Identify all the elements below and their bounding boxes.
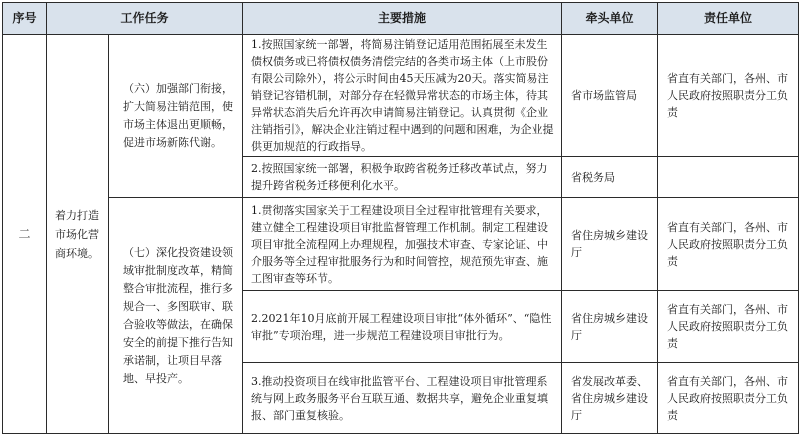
responsible-unit-6-2 bbox=[658, 157, 799, 198]
responsible-unit-7-1: 省直有关部门，各州、市人民政府按照职责分工负责 bbox=[658, 198, 799, 291]
measure-6-1: 1.按照国家统一部署，将简易注销登记适用范围拓展至未发生债权债务或已将债权债务清偿完结的各类市场主体（上市股份有限公司除外），将公示时间由45天压减为20天。落实简易注销登记容错机制，对部分存在轻微异常状态的市场主体，待其异常状态消失后允许再次申请简易注销登记。认真贯彻《企业注销指引》，解决企业注销过程中遇到的问题和困难，为企业提供更加规范的行政指导。 bbox=[243, 35, 562, 157]
table-row bbox=[3, 198, 799, 291]
responsible-unit-7-3: 省直有关部门，各州、市人民政府按照职责分工负责 bbox=[658, 363, 799, 434]
measure-7-2: 2.2021年10月底前开展工程建设项目审批“体外循环”、“隐性审批”专项治理，进一步规范工程建设项目审批行为。 bbox=[243, 291, 562, 363]
lead-unit-7-3: 省发展改革委、省住房城乡建设厅 bbox=[562, 363, 658, 434]
measure-6-2: 2.按照国家统一部署，积极争取跨省税务迁移改革试点，努力提升跨省税务迁移便利化水平。 bbox=[243, 157, 562, 198]
header-lead-unit: 牵头单位 bbox=[562, 3, 658, 35]
header-task: 工作任务 bbox=[47, 3, 243, 35]
lead-unit-6-2: 省税务局 bbox=[562, 157, 658, 198]
lead-unit-7-1: 省住房城乡建设厅 bbox=[562, 198, 658, 291]
header-row bbox=[3, 3, 799, 35]
table-row bbox=[3, 35, 799, 157]
row-seq: 二 bbox=[3, 35, 47, 434]
lead-unit-7-2: 省住房城乡建设厅 bbox=[562, 291, 658, 363]
responsible-unit-6-1: 省直有关部门，各州、市人民政府按照职责分工负责 bbox=[658, 35, 799, 157]
header-measures: 主要措施 bbox=[243, 3, 562, 35]
measure-7-3: 3.推动投资项目在线审批监管平台、工程建设项目审批管理系统与网上政务服务平台互联互通、数据共享，避免企业重复填报、部门重复核验。 bbox=[243, 363, 562, 434]
subtask-6: （六）加强部门衔接，扩大简易注销范围，使市场主体退出更顺畅，促进市场新陈代谢。 bbox=[109, 35, 243, 198]
task-cell: 着力打造市场化营商环境。 bbox=[47, 35, 109, 434]
header-responsible-unit: 责任单位 bbox=[658, 3, 799, 35]
subtask-7: （七）深化投资建设领域审批制度改革，精简整合审批流程，推行多规合一、多图联审、联合验收等做法，在确保安全的前提下推行告知承诺制，让项目早落地、早投产。 bbox=[109, 198, 243, 434]
responsible-unit-7-2: 省直有关部门，各州、市人民政府按照职责分工负责 bbox=[658, 291, 799, 363]
work-task-table bbox=[2, 2, 799, 434]
lead-unit-6-1: 省市场监管局 bbox=[562, 35, 658, 157]
measure-7-1: 1.贯彻落实国家关于工程建设项目全过程审批管理有关要求，建立健全工程建设项目审批监督管理工作机制。制定工程建设项目审批全流程网上办理规程，加强技术审查、专家论证、中介服务等全过程审批服务行为和时间管控，规范预先审查、施工图审查等环节。 bbox=[243, 198, 562, 291]
header-seq: 序号 bbox=[3, 3, 47, 35]
